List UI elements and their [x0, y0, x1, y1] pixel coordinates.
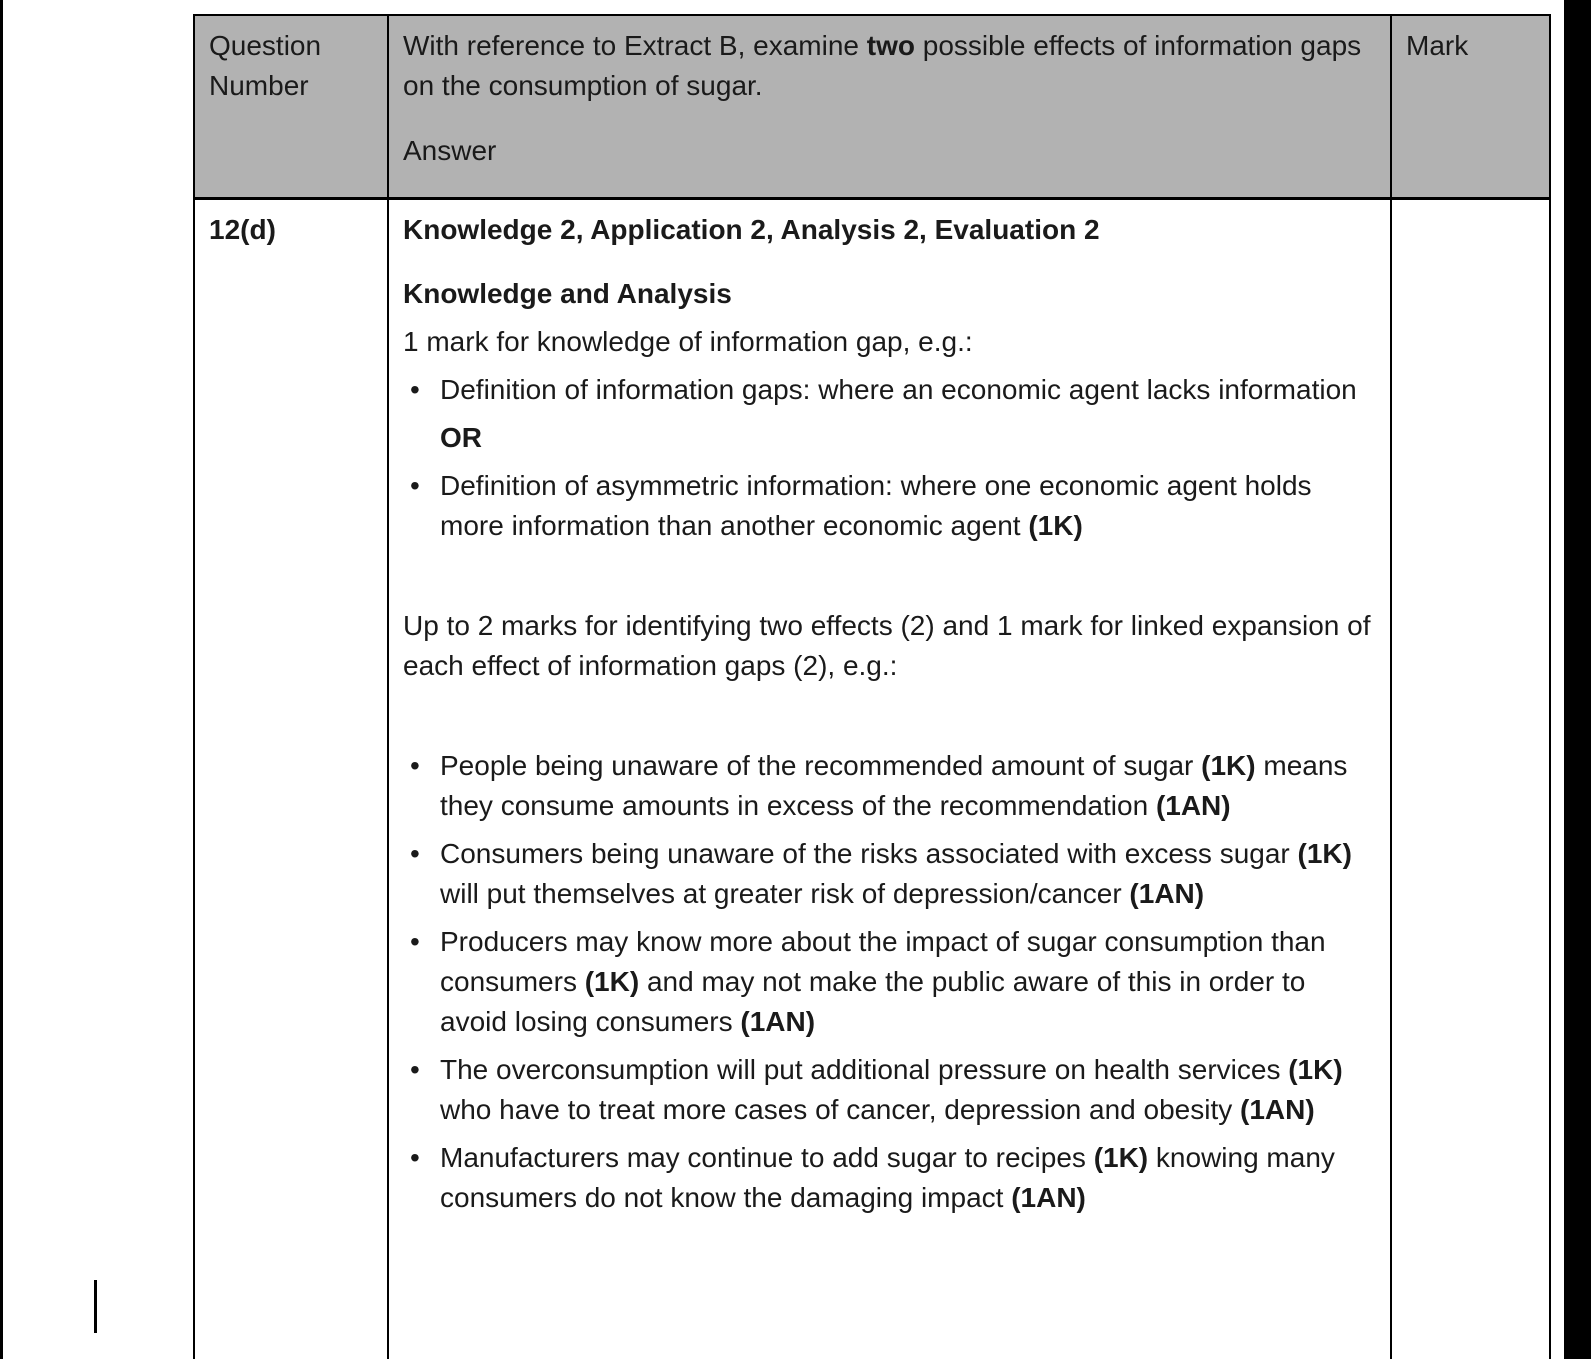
bullet-text: Definition of information gaps: where an economic agent lacks information [440, 374, 1357, 405]
bullet-dot: • [410, 926, 420, 957]
question-number-header: Question Number [194, 15, 388, 199]
answer-spacer [403, 694, 1376, 746]
bullet-text: Producers may know more about the impact of sugar consumption than consumers (1K) and may not make the public aware of this in order to avoid losing consumers (1AN) [440, 926, 1326, 1037]
mark-scheme-table [193, 14, 1551, 1359]
answer-heading2: Knowledge and Analysis [403, 278, 732, 309]
bullet-dot: • [410, 750, 420, 781]
bullet-dot: • [410, 838, 420, 869]
answer-content [403, 210, 1376, 1218]
answer-bullet [403, 1050, 1376, 1130]
answer-bullet [403, 466, 1376, 546]
text-cursor-mark [94, 1280, 97, 1333]
bullet-text: People being unaware of the recommended amount of sugar (1K) means they consume amounts in excess of the recommendation (1AN) [440, 750, 1348, 821]
answer-bullet [403, 370, 1376, 410]
question-number-cell: 12(d) [194, 199, 388, 1359]
answer-cell [388, 199, 1391, 1359]
mark-cell [1391, 199, 1550, 1359]
answer-bullet [403, 834, 1376, 914]
answer-sub: OR [440, 422, 482, 453]
bullet-dot: • [410, 470, 420, 501]
question-text: With reference to Extract B, examine two possible effects of information gaps on the consumption of sugar. [403, 30, 1362, 101]
bullet-text: Consumers being unaware of the risks associated with excess sugar (1K) will put themselves at greater risk of depression/cancer (1AN) [440, 838, 1352, 909]
answer-paragraph: Up to 2 marks for identifying two effects (2) and 1 mark for linked expansion of each effect of information gaps (2), e.g.: [403, 610, 1371, 681]
bullet-text: Definition of asymmetric information: where one economic agent holds more information than another economic agent (1K) [440, 470, 1312, 541]
question-header-inner [403, 26, 1376, 171]
table-body-row [194, 199, 1550, 1359]
window-right-edge [1564, 0, 1591, 1359]
bullet-dot: • [410, 374, 420, 405]
question-header-cell [388, 15, 1391, 199]
answer-bullet [403, 746, 1376, 826]
answer-bullet [403, 1138, 1376, 1218]
bullet-text: The overconsumption will put additional pressure on health services (1K) who have to treat more cases of cancer, depression and obesity (1AN) [440, 1054, 1343, 1125]
bullet-dot: • [410, 1142, 420, 1173]
bullet-dot: • [410, 1054, 420, 1085]
answer-label: Answer [403, 135, 497, 166]
answer-heading: Knowledge 2, Application 2, Analysis 2, Evaluation 2 [403, 214, 1100, 245]
answer-paragraph: 1 mark for knowledge of information gap, e.g.: [403, 326, 973, 357]
answer-spacer [403, 554, 1376, 606]
answer-bullet [403, 922, 1376, 1042]
bullet-text: Manufacturers may continue to add sugar to recipes (1K) knowing many consumers do not know the damaging impact (1AN) [440, 1142, 1335, 1213]
table-header-row [194, 15, 1550, 199]
page-left-edge [0, 0, 3, 1359]
mark-header: Mark [1391, 15, 1550, 199]
